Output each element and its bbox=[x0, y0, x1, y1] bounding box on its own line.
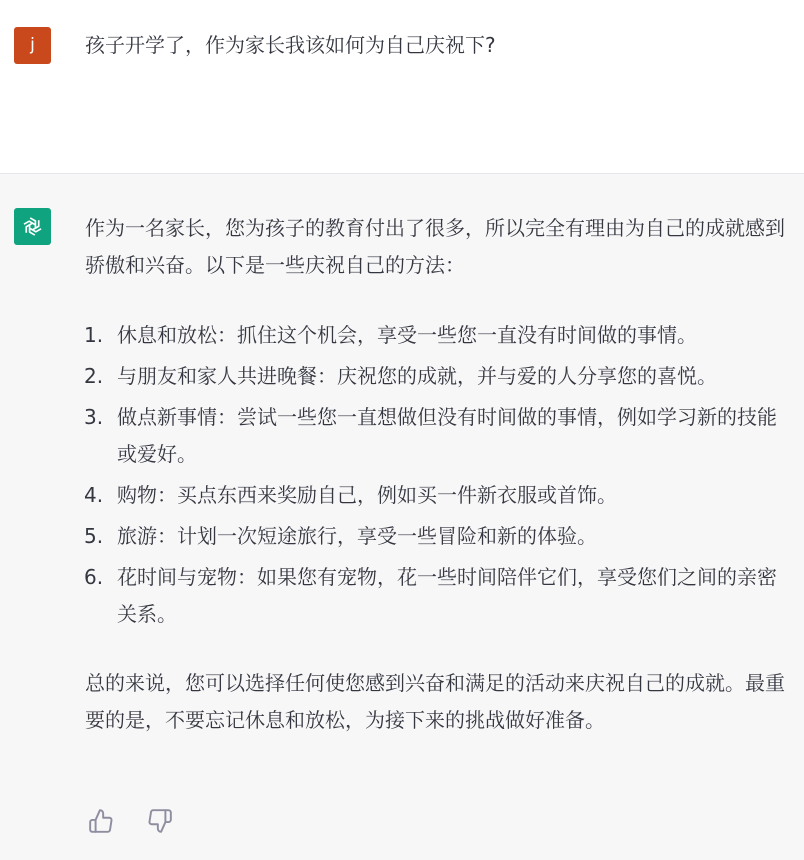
feedback-bar bbox=[88, 808, 201, 836]
user-avatar: j bbox=[14, 27, 51, 64]
openai-logo-icon bbox=[20, 214, 45, 239]
list-item-text: 做点新事情：尝试一些您一直想做但没有时间做的事情，例如学习新的技能或爱好。 bbox=[117, 405, 777, 466]
assistant-summary-paragraph: 总的来说，您可以选择任何使您感到兴奋和满足的活动来庆祝自己的成就。最重要的是，不要忘记休息和放松，为接下来的挑战做好准备。 bbox=[85, 671, 785, 732]
list-item bbox=[85, 559, 785, 633]
list-item-text: 休息和放松：抓住这个机会，享受一些您一直没有时间做的事情。 bbox=[117, 323, 697, 347]
celebration-steps-list bbox=[85, 317, 785, 633]
list-item-number: 3. bbox=[84, 405, 104, 429]
assistant-message-row bbox=[0, 174, 804, 860]
assistant-message-body bbox=[85, 210, 785, 739]
list-item-number: 5. bbox=[84, 524, 104, 548]
list-item-number: 4. bbox=[84, 483, 104, 507]
list-item-text: 购物：买点东西来奖励自己，例如买一件新衣服或首饰。 bbox=[117, 483, 617, 507]
thumbs-down-icon bbox=[147, 808, 173, 834]
list-item-number: 1. bbox=[84, 323, 104, 347]
list-item bbox=[85, 399, 785, 473]
list-item-text: 旅游：计划一次短途旅行，享受一些冒险和新的体验。 bbox=[117, 524, 597, 548]
list-item-number: 6. bbox=[84, 565, 104, 589]
thumbs-up-icon bbox=[88, 808, 114, 834]
list-item-text: 与朋友和家人共进晚餐：庆祝您的成就，并与爱的人分享您的喜悦。 bbox=[117, 364, 717, 388]
list-item bbox=[85, 358, 785, 395]
user-message-row bbox=[0, 0, 804, 174]
list-item bbox=[85, 317, 785, 354]
list-item-number: 2. bbox=[84, 364, 104, 388]
user-message-text: 孩子开学了，作为家长我该如何为自己庆祝下? bbox=[85, 33, 496, 57]
assistant-intro-paragraph: 作为一名家长，您为孩子的教育付出了很多，所以完全有理由为自己的成就感到骄傲和兴奋。以下是一些庆祝自己的方法： bbox=[85, 216, 785, 277]
list-item-text: 花时间与宠物：如果您有宠物，花一些时间陪伴它们，享受您们之间的亲密关系。 bbox=[117, 565, 777, 626]
assistant-avatar bbox=[14, 208, 51, 245]
thumbs-down-button[interactable] bbox=[147, 808, 175, 836]
thumbs-up-button[interactable] bbox=[88, 808, 116, 836]
list-item bbox=[85, 477, 785, 514]
list-item bbox=[85, 518, 785, 555]
